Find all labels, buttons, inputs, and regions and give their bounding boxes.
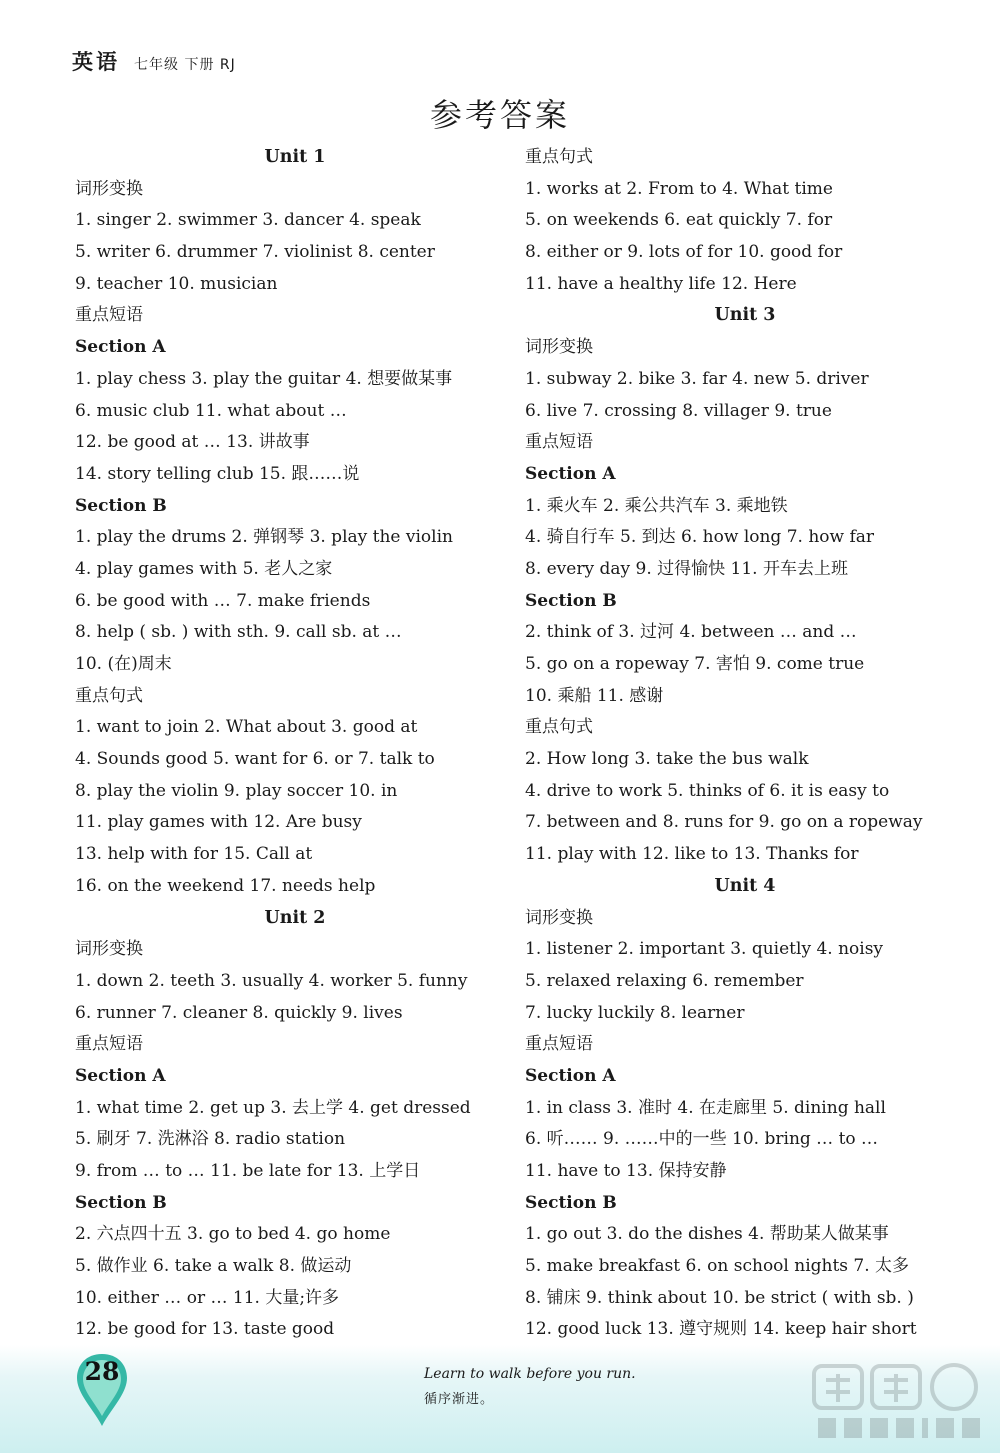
section-heading: Section A	[75, 337, 166, 358]
answer-line: 1. in class 3. 准时 4. 在走廊里 5. dining hall	[525, 1097, 886, 1118]
answer-line: 12. be good for 13. taste good	[75, 1319, 335, 1340]
answer-line: 5. 刷牙 7. 洗淋浴 8. radio station	[75, 1129, 346, 1150]
answer-line: 5. 做作业 6. take a walk 8. 做运动	[75, 1256, 352, 1277]
answer-line: 12. good luck 13. 遵守规则 14. keep hair short	[525, 1319, 917, 1340]
unit-heading: Unit 1	[264, 147, 326, 167]
category-heading: 重点句式	[525, 717, 593, 738]
category-heading: 重点句式	[525, 147, 593, 167]
answer-line: 8. play the violin 9. play soccer 10. in	[75, 780, 398, 801]
answer-line: 6. be good with … 7. make friends	[75, 590, 371, 611]
answer-line: 6. runner 7. cleaner 8. quickly 9. lives	[75, 1002, 403, 1023]
section-heading: Section B	[75, 1192, 167, 1213]
answer-line: 8. help ( sb. ) with sth. 9. call sb. at …	[75, 622, 402, 643]
category-heading: 词形变换	[75, 178, 143, 199]
answer-line: 1. play the drums 2. 弹钢琴 3. play the violin	[75, 527, 453, 548]
answer-line: 4. drive to work 5. thinks of 6. it is easy to	[525, 780, 890, 801]
unit-heading: Unit 4	[714, 875, 776, 896]
answer-line: 9. teacher 10. musician	[75, 273, 278, 294]
unit-heading: Unit 2	[264, 907, 326, 928]
category-heading: 重点短语	[75, 305, 143, 326]
answer-line: 2. 六点四十五 3. go to bed 4. go home	[75, 1224, 391, 1245]
answer-line: 5. make breakfast 6. on school nights 7. 太多	[525, 1256, 910, 1277]
answer-line: 14. story telling club 15. 跟……说	[75, 463, 360, 484]
subject-label: 英语	[72, 50, 120, 74]
left-column	[75, 142, 515, 1346]
right-column	[525, 142, 965, 1346]
section-heading: Section A	[75, 1065, 166, 1086]
answer-line: 11. have a healthy life 12. Here	[525, 273, 797, 294]
footer-motto-english: Learn to walk before you run.	[424, 1366, 636, 1382]
answer-line: 10. 乘船 11. 感谢	[525, 685, 664, 706]
section-heading: Section B	[525, 590, 617, 611]
answer-line: 1. 乘火车 2. 乘公共汽车 3. 乘地铁	[525, 495, 788, 516]
page-number: 28	[84, 1357, 120, 1386]
answer-line: 10. either … or … 11. 大量;许多	[75, 1287, 340, 1308]
category-heading: 重点短语	[525, 1034, 593, 1055]
category-heading: 重点短语	[75, 1034, 143, 1055]
answer-line: 5. writer 6. drummer 7. violinist 8. center	[75, 242, 435, 263]
answer-line: 1. go out 3. do the dishes 4. 帮助某人做某事	[525, 1224, 889, 1245]
category-heading: 重点句式	[75, 685, 143, 706]
unit-heading: Unit 3	[714, 305, 776, 326]
answer-line: 1. what time 2. get up 3. 去上学 4. get dressed	[75, 1097, 471, 1118]
section-heading: Section B	[75, 495, 167, 516]
category-heading: 词形变换	[525, 907, 593, 928]
answer-line: 5. relaxed relaxing 6. remember	[525, 970, 804, 991]
answer-line: 8. 铺床 9. think about 10. be strict ( with sb. )	[525, 1287, 914, 1308]
answer-line: 12. be good at … 13. 讲故事	[75, 432, 310, 453]
answer-line: 1. down 2. teeth 3. usually 4. worker 5. funny	[75, 970, 468, 991]
answer-line: 11. have to 13. 保持安静	[525, 1161, 727, 1181]
answer-line: 5. on weekends 6. eat quickly 7. for	[525, 210, 833, 231]
answer-line: 2. think of 3. 过河 4. between … and …	[525, 622, 857, 643]
category-heading: 词形变换	[75, 939, 143, 960]
section-heading: Section A	[525, 463, 616, 484]
answer-line: 4. 骑自行车 5. 到达 6. how long 7. how far	[525, 527, 875, 548]
answer-line: 4. Sounds good 5. want for 6. or 7. talk to	[75, 749, 435, 770]
answer-line: 16. on the weekend 17. needs help	[75, 875, 376, 896]
grade-label: 七年级 下册 RJ	[134, 57, 236, 73]
section-heading: Section B	[525, 1192, 617, 1213]
answer-line: 6. music club 11. what about …	[75, 400, 347, 421]
answer-line: 5. go on a ropeway 7. 害怕 9. come true	[525, 654, 865, 674]
page-title: 参考答案	[429, 96, 570, 134]
answer-line: 2. How long 3. take the bus walk	[525, 749, 809, 770]
footer-motto-chinese: 循序渐进。	[424, 1392, 495, 1407]
section-heading: Section A	[525, 1065, 616, 1086]
answer-line: 13. help with for 15. Call at	[75, 844, 313, 865]
category-heading: 词形变换	[525, 337, 593, 358]
answer-line: 4. play games with 5. 老人之家	[75, 558, 333, 579]
answer-line: 6. 听…… 9. ……中的一些 10. bring … to …	[525, 1129, 879, 1150]
answer-line: 1. works at 2. From to 4. What time	[525, 178, 833, 199]
answer-line: 9. from … to … 11. be late for 13. 上学日	[75, 1161, 421, 1181]
category-heading: 重点短语	[525, 432, 593, 453]
answer-line: 11. play games with 12. Are busy	[75, 812, 362, 833]
answer-line: 7. between and 8. runs for 9. go on a ropeway	[525, 812, 923, 833]
answer-line: 1. listener 2. important 3. quietly 4. noisy	[525, 939, 884, 960]
answer-line: 1. subway 2. bike 3. far 4. new 5. driver	[525, 368, 869, 389]
answer-line: 8. either or 9. lots of for 10. good for	[525, 242, 843, 263]
answer-line: 10. (在)周末	[75, 654, 172, 674]
answer-line: 1. play chess 3. play the guitar 4. 想要做某事	[75, 368, 453, 389]
watermark-logo	[808, 1360, 988, 1444]
answer-line: 7. lucky luckily 8. learner	[525, 1002, 745, 1023]
answer-line: 1. want to join 2. What about 3. good at	[75, 717, 418, 738]
answer-line: 11. play with 12. like to 13. Thanks for	[525, 844, 859, 865]
page-header	[72, 46, 236, 76]
answer-line: 1. singer 2. swimmer 3. dancer 4. speak	[75, 210, 421, 231]
answer-line: 8. every day 9. 过得愉快 11. 开车去上班	[525, 558, 848, 579]
answer-line: 6. live 7. crossing 8. villager 9. true	[525, 400, 832, 421]
